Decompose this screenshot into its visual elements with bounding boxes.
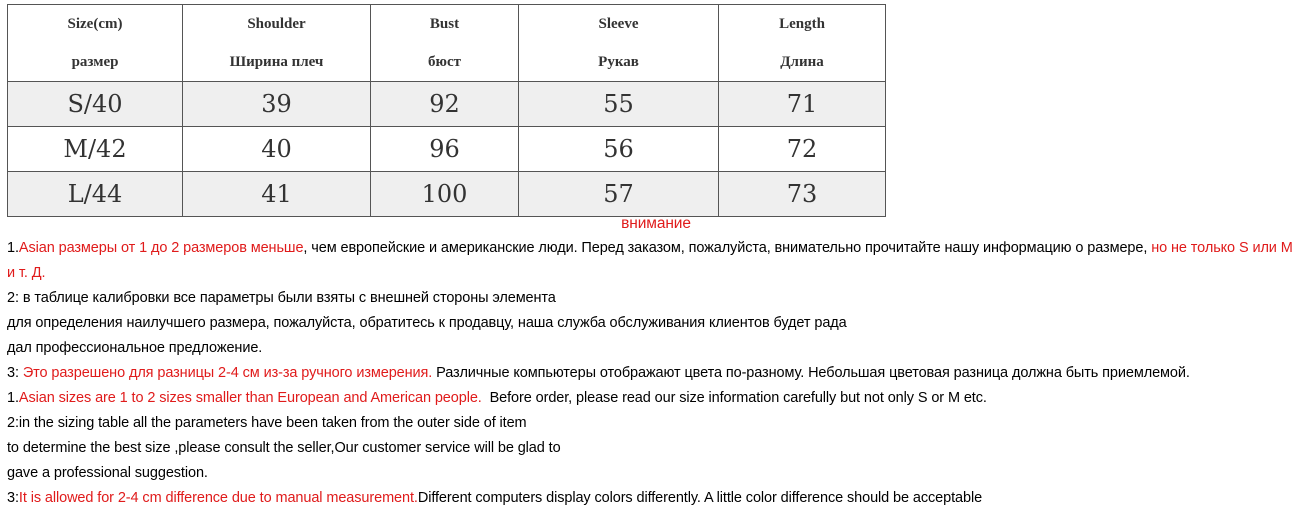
table-row xyxy=(8,127,886,172)
note-en-3-highlight: It is allowed for 2-4 cm difference due to manual measurement. xyxy=(18,490,418,506)
note-en-3-prefix: 3: xyxy=(7,490,19,506)
table-cell-shoulder: 40 xyxy=(183,127,371,172)
note-en-1-text: Before order, please read our size information carefully but not only S or M etc. xyxy=(481,390,987,406)
header-size-en: Size(cm) xyxy=(67,16,123,32)
table-cell-sleeve: 55 xyxy=(519,82,719,127)
table-row xyxy=(8,172,886,217)
header-length-ru: Длина xyxy=(780,54,824,70)
note-en-1 xyxy=(7,386,1295,411)
table-cell-length: 71 xyxy=(719,82,886,127)
note-ru-3-text: Различные компьютеры отображают цвета по-разному. Небольшая цветовая разница должна быть приемлемой. xyxy=(432,365,1190,381)
header-bust-en: Bust xyxy=(429,16,460,32)
note-en-2-line-1: 2:in the sizing table all the parameters have been taken from the outer side of item xyxy=(7,415,527,431)
note-en-1-prefix: 1. xyxy=(7,390,19,406)
table-cell-length: 72 xyxy=(719,127,886,172)
header-bust-ru: бюст xyxy=(428,54,461,70)
table-cell-size: M/42 xyxy=(8,127,183,172)
header-size xyxy=(8,5,183,82)
header-shoulder-ru: Ширина плеч xyxy=(229,54,324,70)
table-cell-size: S/40 xyxy=(8,82,183,127)
table-cell-sleeve: 57 xyxy=(519,172,719,217)
note-en-3-text: Different computers display colors differently. A little color difference should be acceptable xyxy=(417,490,983,506)
note-ru-3 xyxy=(7,361,1295,386)
note-ru-3-highlight: Это разрешено для разницы 2-4 см из-за ручного измерения. xyxy=(22,365,433,381)
table-cell-length: 73 xyxy=(719,172,886,217)
header-bust xyxy=(371,5,519,82)
header-size-ru: размер xyxy=(71,54,119,70)
table-cell-bust: 96 xyxy=(371,127,519,172)
header-sleeve xyxy=(519,5,719,82)
table-cell-shoulder: 41 xyxy=(183,172,371,217)
note-en-1-highlight: Asian sizes are 1 to 2 sizes smaller than European and American people. xyxy=(18,390,482,406)
note-ru-3-prefix: 3: xyxy=(7,365,23,381)
note-ru-1-prefix: 1. xyxy=(7,240,19,256)
note-en-3 xyxy=(7,486,1295,511)
header-shoulder xyxy=(183,5,371,82)
note-ru-2-line-2: для определения наилучшего размера, пожалуйста, обратитесь к продавцу, наша служба обслуживания клиентов будет рада xyxy=(7,315,847,331)
note-ru-1-highlight-a: Asian размеры от 1 до 2 размеров меньше xyxy=(18,240,304,256)
note-ru-1 xyxy=(7,236,1295,286)
table-row xyxy=(8,82,886,127)
header-sleeve-en: Sleeve xyxy=(598,16,639,32)
header-length-en: Length xyxy=(779,16,825,32)
size-notes xyxy=(7,211,1295,511)
table-cell-sleeve: 56 xyxy=(519,127,719,172)
header-length xyxy=(719,5,886,82)
table-header-row xyxy=(8,5,886,82)
table-cell-bust: 92 xyxy=(371,82,519,127)
note-ru-2-line-1: 2: в таблице калибровки все параметры были взяты с внешней стороны элемента xyxy=(7,290,556,306)
note-en-2-line-3: gave a professional suggestion. xyxy=(7,465,208,481)
size-chart-table xyxy=(7,4,886,217)
note-en-2-line-2: to determine the best size ,please consult the seller,Our customer service will be glad to xyxy=(7,440,561,456)
header-shoulder-en: Shoulder xyxy=(247,16,306,32)
note-ru-1-text: , чем европейские и американские люди. Перед заказом, пожалуйста, внимательно прочитайте нашу информацию о размере, xyxy=(303,240,1152,256)
note-ru-1-highlight-b: но не только S или M и т. Д. xyxy=(7,240,1293,281)
table-cell-size: L/44 xyxy=(8,172,183,217)
note-ru-2-line-3: дал профессиональное предложение. xyxy=(7,340,263,356)
header-sleeve-ru: Рукав xyxy=(598,54,639,70)
table-cell-bust: 100 xyxy=(371,172,519,217)
notes-title: внимание xyxy=(621,215,691,232)
table-cell-shoulder: 39 xyxy=(183,82,371,127)
